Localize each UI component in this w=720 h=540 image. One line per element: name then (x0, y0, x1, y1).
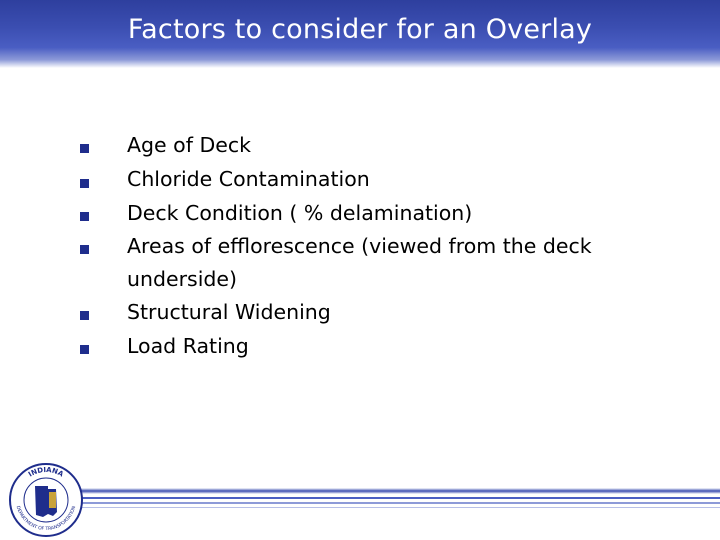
bullet-marker (80, 212, 89, 221)
footer-band (78, 502, 720, 504)
bullet-chloride-contamination: Chloride Contamination (127, 167, 370, 191)
bullet-load-rating: Load Rating (127, 334, 249, 358)
seal-top-text: INDIANA (27, 465, 65, 479)
bullet-marker (80, 245, 89, 254)
slide-title: Factors to consider for an Overlay (127, 14, 593, 45)
bullet-age-of-deck: Age of Deck (127, 133, 251, 157)
indot-seal-icon (8, 462, 84, 538)
bullet-deck-condition: Deck Condition ( % delamination) (127, 201, 473, 225)
bullet-marker (80, 345, 89, 354)
footer-band (78, 488, 720, 494)
bullet-marker (80, 179, 89, 188)
bullet-marker (80, 144, 89, 153)
bullet-efflorescence-continued: underside) (127, 267, 238, 291)
footer-band (78, 497, 720, 499)
seal-bottom-text: DEPARTMENT OF TRANSPORTATION (14, 505, 78, 533)
bullet-marker (80, 311, 89, 320)
bullet-structural-widening: Structural Widening (127, 300, 331, 324)
bullet-efflorescence: Areas of efflorescence (viewed from the deck (127, 234, 592, 258)
footer-band (78, 507, 720, 508)
